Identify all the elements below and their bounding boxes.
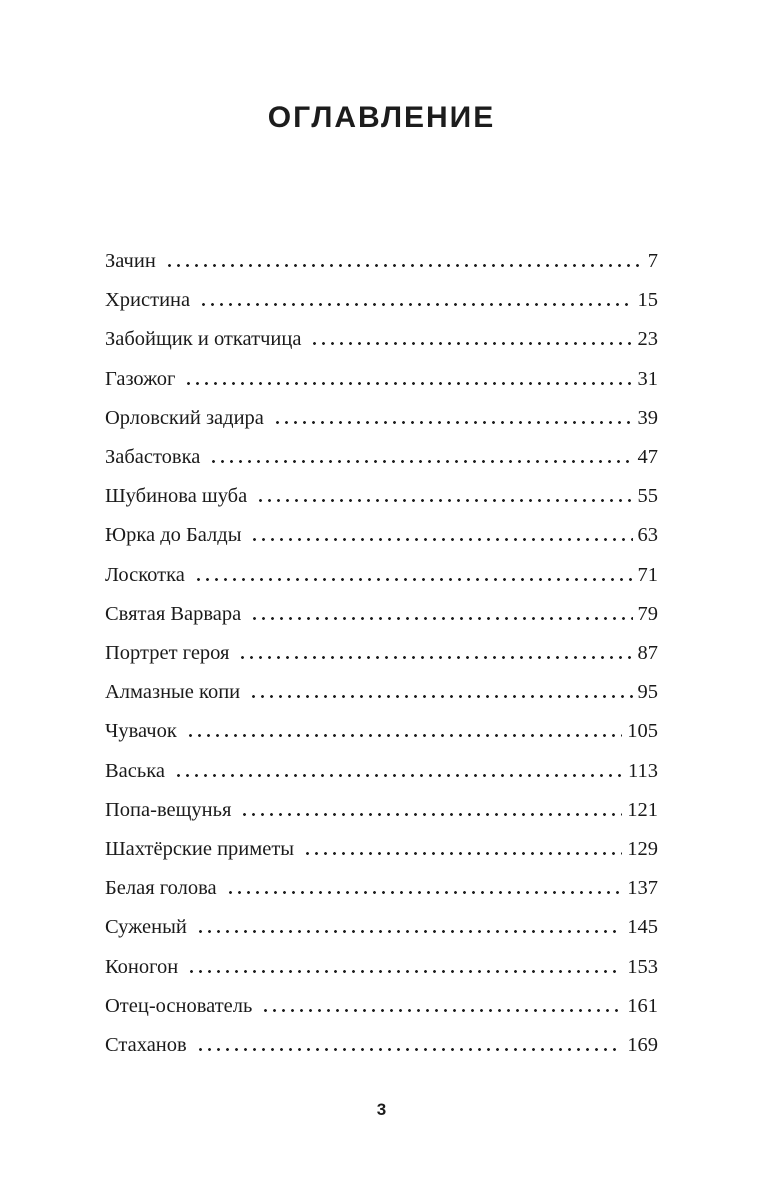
dot-leader bbox=[247, 695, 632, 698]
toc-entry bbox=[105, 752, 658, 791]
dot-leader bbox=[248, 538, 632, 541]
toc-entry bbox=[105, 477, 658, 516]
dot-leader bbox=[182, 382, 632, 385]
toc-entry-page: 121 bbox=[627, 798, 658, 821]
toc-entry bbox=[105, 595, 658, 634]
dot-leader bbox=[248, 617, 632, 620]
toc-entry bbox=[105, 712, 658, 751]
toc-entry-title: Святая Варвара bbox=[105, 602, 242, 625]
toc-entry-page: 79 bbox=[637, 602, 658, 625]
toc-entry bbox=[105, 987, 658, 1026]
dot-leader bbox=[238, 813, 622, 816]
dot-leader bbox=[194, 930, 622, 933]
toc-entry bbox=[105, 791, 658, 830]
dot-leader bbox=[194, 1048, 623, 1051]
dot-leader bbox=[308, 342, 632, 345]
dot-leader bbox=[224, 891, 623, 894]
dot-leader bbox=[184, 734, 622, 737]
dot-leader bbox=[192, 578, 633, 581]
toc-entry bbox=[105, 1026, 658, 1065]
toc-entry-title: Газожог bbox=[105, 367, 176, 390]
toc-entry bbox=[105, 281, 658, 320]
toc-entry bbox=[105, 948, 658, 987]
toc-entry-title: Забастовка bbox=[105, 446, 201, 469]
dot-leader bbox=[207, 460, 632, 463]
toc-entry-page: 113 bbox=[628, 759, 658, 782]
dot-leader bbox=[259, 1009, 622, 1012]
toc-entry bbox=[105, 516, 658, 555]
toc-entry-title: Шахтёрские приметы bbox=[105, 838, 295, 861]
dot-leader bbox=[185, 970, 622, 973]
toc-entry-page: 137 bbox=[627, 877, 658, 900]
toc-entry-title: Юрка до Балды bbox=[105, 524, 242, 547]
toc-entry-title: Попа-вещунья bbox=[105, 798, 232, 821]
dot-leader bbox=[254, 499, 632, 502]
toc-entry bbox=[105, 556, 658, 595]
toc-entry-page: 129 bbox=[627, 838, 658, 861]
toc-entry-title: Орловский задира bbox=[105, 406, 264, 429]
toc-entry bbox=[105, 320, 658, 359]
toc-entry-page: 95 bbox=[637, 681, 658, 704]
toc-entry bbox=[105, 438, 658, 477]
toc-entry bbox=[105, 869, 658, 908]
toc-entry-title: Лоскотка bbox=[105, 563, 185, 586]
toc-entry-title: Отец-основатель bbox=[105, 994, 253, 1017]
toc-entry bbox=[105, 830, 658, 869]
toc-entry-page: 7 bbox=[647, 250, 658, 272]
toc-entry-page: 87 bbox=[637, 642, 658, 665]
page-number: 3 bbox=[376, 1100, 387, 1119]
toc-entry-page: 47 bbox=[637, 446, 658, 469]
toc-entry-title: Суженый bbox=[105, 916, 187, 939]
toc-entry-title: Зачин bbox=[105, 250, 156, 272]
toc-entry-page: 39 bbox=[637, 406, 658, 429]
toc-entry bbox=[105, 399, 658, 438]
toc-entry-page: 169 bbox=[627, 1034, 658, 1057]
dot-leader bbox=[271, 421, 633, 424]
toc-entry-page: 105 bbox=[627, 720, 658, 743]
dot-leader bbox=[197, 303, 632, 306]
dot-leader bbox=[301, 852, 622, 855]
toc-entry-page: 55 bbox=[637, 485, 658, 508]
toc-entry bbox=[105, 673, 658, 712]
toc-entry-title: Васька bbox=[105, 759, 165, 782]
page-title: ОГЛАВЛЕНИЕ bbox=[267, 101, 496, 134]
toc-entry-title: Чувачок bbox=[105, 720, 177, 743]
toc-entry bbox=[105, 242, 658, 281]
toc-entry-page: 161 bbox=[627, 994, 658, 1017]
toc-entry bbox=[105, 634, 658, 673]
dot-leader bbox=[172, 774, 623, 777]
toc-entry-title: Коногон bbox=[105, 955, 179, 978]
dot-leader bbox=[236, 656, 632, 659]
toc-entry-page: 63 bbox=[637, 524, 658, 547]
toc-entry-page: 71 bbox=[637, 563, 658, 586]
toc-entry-title: Портрет героя bbox=[105, 642, 230, 665]
toc-entry bbox=[105, 360, 658, 399]
toc-entry-title: Белая голова bbox=[105, 877, 217, 900]
toc-entry bbox=[105, 908, 658, 947]
toc-list bbox=[105, 242, 658, 1065]
toc-entry-page: 31 bbox=[637, 367, 658, 390]
toc-entry-title: Христина bbox=[105, 289, 191, 312]
toc-entry-page: 153 bbox=[627, 955, 658, 978]
toc-entry-page: 145 bbox=[627, 916, 658, 939]
toc-entry-title: Забойщик и откатчица bbox=[105, 328, 302, 351]
toc-entry-title: Шубинова шуба bbox=[105, 485, 248, 508]
toc-entry-title: Стаханов bbox=[105, 1034, 187, 1057]
toc-entry-title: Алмазные копи bbox=[105, 681, 241, 704]
dot-leader bbox=[163, 264, 643, 267]
toc-entry-page: 23 bbox=[637, 328, 658, 351]
toc-entry-page: 15 bbox=[637, 289, 658, 312]
